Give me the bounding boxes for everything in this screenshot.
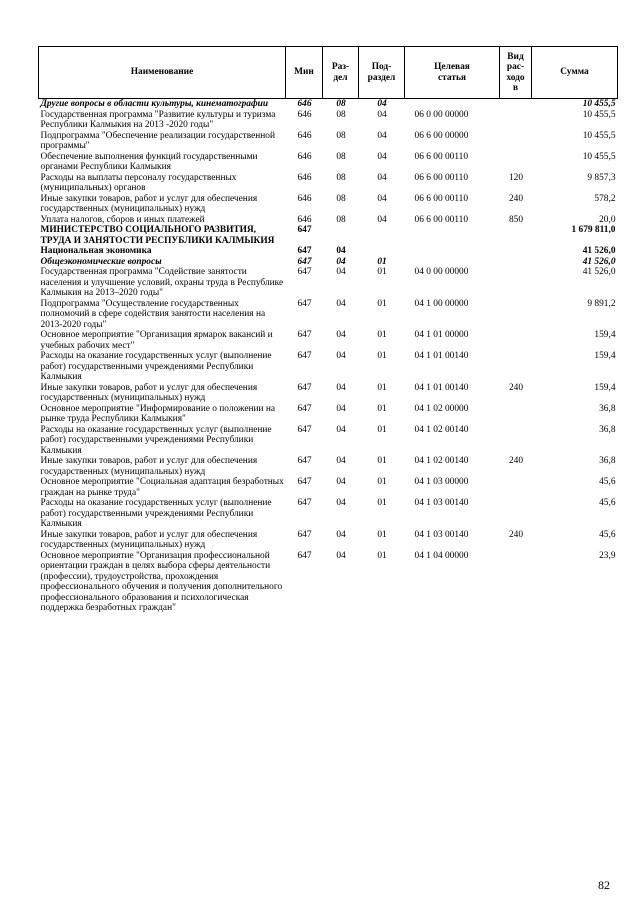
cell-razdel: 04: [336, 456, 346, 466]
table-row: [39, 131, 618, 152]
cell-razdel: 08: [336, 172, 346, 183]
cell-name: Обеспечение выполнения функций государственными органами Республики Калмыкия: [40, 151, 258, 172]
cell-min: 647: [297, 267, 312, 277]
cell-podrazdel: 04: [377, 99, 387, 109]
table-row: [39, 246, 618, 257]
cell-vid: [500, 257, 532, 268]
cell-podrazdel: 01: [377, 550, 387, 561]
cell-summa: 36,8: [599, 424, 616, 435]
cell-celevaya: 04 1 02 00140: [414, 424, 469, 435]
cell-min: 646: [297, 99, 312, 109]
cell-name: Основное мероприятие "Социальная адаптация безработных граждан на рынке труда": [40, 477, 284, 498]
cell-name: Иные закупки товаров, работ и услуг для обеспечения государственных (муниципальных) нужд: [40, 529, 258, 550]
cell-summa: 45,6: [599, 529, 616, 540]
cell-razdel: 08: [336, 130, 346, 141]
cell-celevaya: [405, 99, 500, 110]
cell-summa: 10 455,5: [582, 99, 616, 109]
cell-min: 646: [297, 109, 312, 120]
cell-podrazdel: 04: [377, 172, 387, 183]
cell-summa: 41 526,0: [582, 246, 616, 256]
table-row: [39, 456, 618, 477]
cell-summa: 159,4: [594, 351, 616, 361]
cell-podrazdel: 04: [377, 151, 387, 162]
cell-vid: [500, 246, 532, 257]
cell-celevaya: 06 6 00 00110: [414, 172, 469, 183]
cell-vid: [500, 299, 532, 331]
cell-summa: 36,8: [599, 403, 616, 414]
cell-razdel: 08: [336, 99, 346, 109]
cell-celevaya: 06 6 00 00000: [414, 130, 469, 141]
cell-vid: 240: [508, 456, 524, 466]
cell-razdel: 04: [336, 498, 346, 508]
cell-min: 646: [297, 193, 312, 204]
cell-vid: 240: [508, 382, 524, 393]
cell-min: 647: [297, 225, 312, 235]
cell-min: 647: [297, 256, 312, 267]
cell-min: 647: [297, 477, 312, 487]
cell-summa: 578,2: [594, 193, 616, 204]
cell-celevaya: 04 0 00 00000: [414, 267, 469, 277]
cell-podrazdel: 01: [377, 424, 387, 435]
cell-celevaya: 04 1 00 00000: [414, 298, 469, 309]
table-row: [39, 425, 618, 457]
cell-summa: 41 526,0: [582, 267, 616, 277]
cell-name: Подпрограмма "Обеспечение реализации государственной программы": [40, 130, 275, 151]
cell-min: 647: [297, 330, 312, 340]
table-row: [39, 498, 618, 530]
table-row: [39, 267, 618, 299]
table-row: [39, 404, 618, 425]
cell-min: 647: [297, 456, 312, 466]
cell-celevaya: 06 6 00 00110: [414, 193, 469, 204]
cell-min: 647: [297, 529, 312, 540]
cell-podrazdel: 04: [377, 193, 387, 204]
cell-vid: [500, 152, 532, 173]
cell-summa: 1 679 811,0: [571, 225, 616, 235]
cell-podrazdel: 01: [377, 498, 387, 508]
cell-razdel: 08: [336, 151, 346, 162]
cell-podrazdel: 01: [377, 403, 387, 414]
cell-celevaya: 04 1 01 00140: [414, 382, 469, 393]
cell-celevaya: 04 1 04 00000: [414, 550, 469, 561]
cell-podrazdel: 04: [377, 130, 387, 141]
table-row: [39, 383, 618, 404]
cell-vid: 240: [508, 529, 524, 540]
cell-razdel: 04: [336, 424, 346, 435]
cell-name: Иные закупки товаров, работ и услуг для обеспечения государственных (муниципальных) нужд: [40, 456, 258, 477]
cell-podrazdel: 01: [377, 267, 387, 277]
page-number: 82: [598, 878, 610, 892]
cell-vid: [500, 131, 532, 152]
cell-summa: 36,8: [599, 456, 616, 466]
cell-celevaya: 04 1 03 00000: [414, 477, 469, 487]
cell-vid: [500, 351, 532, 383]
table-row: [39, 99, 618, 110]
table-row: [39, 173, 618, 194]
cell-razdel: 04: [336, 382, 346, 393]
cell-razdel: 04: [336, 246, 346, 256]
cell-celevaya: 04 1 03 00140: [414, 498, 469, 508]
table-row: [39, 351, 618, 383]
cell-vid: [500, 330, 532, 351]
table-row: [39, 330, 618, 351]
cell-razdel: 08: [336, 109, 346, 120]
cell-vid: [500, 267, 532, 299]
cell-razdel: 08: [336, 214, 346, 225]
cell-razdel: 04: [336, 477, 346, 487]
cell-vid: 120: [508, 172, 524, 183]
cell-celevaya: 04 1 03 00140: [414, 529, 469, 540]
cell-name: Основное мероприятие "Информирование о положении на рынке труда Республики Калмыкия": [40, 403, 276, 424]
cell-summa: 159,4: [594, 330, 616, 340]
cell-summa: 20,0: [599, 214, 616, 225]
table-row: [39, 225, 618, 246]
cell-razdel: [323, 225, 359, 246]
cell-podrazdel: 04: [377, 214, 387, 225]
cell-podrazdel: 01: [377, 298, 387, 309]
cell-name: Иные закупки товаров, работ и услуг для обеспечения государственных (муниципальных) нужд: [40, 193, 258, 214]
table-row: [39, 477, 618, 498]
cell-vid: [500, 404, 532, 425]
cell-min: 646: [297, 214, 312, 225]
cell-vid: [500, 498, 532, 530]
cell-name: Государственная программа "Развитие культуры и туризма Республики Калмыкия на 2013 -2020 годы": [40, 109, 276, 130]
cell-summa: 9 857,3: [587, 172, 616, 183]
cell-celevaya: 04 1 02 00000: [414, 403, 469, 414]
cell-summa: 10 455,5: [582, 130, 616, 141]
cell-min: 647: [297, 298, 312, 309]
cell-min: 647: [297, 246, 312, 256]
cell-name: Государственная программа "Содействие занятости населения и улучшение условий, охраны труда в Республике Калмыкия на 2013–2020 годы": [40, 267, 284, 298]
cell-podrazdel: 01: [377, 256, 387, 267]
cell-vid: [500, 551, 532, 614]
cell-podrazdel: 01: [377, 382, 387, 393]
cell-podrazdel: 01: [377, 529, 387, 540]
header-razdel: Раз- дел: [323, 47, 359, 99]
header-podrazdel: Под- раздел: [359, 47, 405, 99]
cell-podrazdel: 01: [377, 330, 387, 340]
header-celevaya: Целевая статья: [405, 47, 500, 99]
cell-razdel: 04: [336, 550, 346, 561]
budget-table: [38, 46, 618, 614]
cell-celevaya: 04 1 02 00140: [414, 456, 469, 466]
cell-podrazdel: 01: [377, 456, 387, 466]
cell-min: 646: [297, 151, 312, 162]
cell-summa: 159,4: [594, 382, 616, 393]
cell-name: Расходы на оказание государственных услуг (выполнение работ) государственными учреждениями Республики Калмыкия: [40, 424, 272, 456]
header-summa: Сумма: [532, 47, 618, 99]
cell-celevaya: 06 6 00 00110: [414, 214, 469, 225]
cell-razdel: 04: [336, 330, 346, 340]
cell-vid: 240: [508, 193, 524, 204]
table-header: [39, 47, 618, 99]
cell-summa: 45,6: [599, 477, 616, 487]
cell-name: Подпрограмма "Осуществление государственных полномочий в сфере содействия занятости населения на 2013-2020 годы": [40, 298, 266, 330]
cell-razdel: 04: [336, 351, 346, 361]
cell-razdel: 04: [336, 403, 346, 414]
document-page: [38, 46, 617, 614]
cell-name: Расходы на оказание государственных услуг (выполнение работ) государственными учреждениями Республики Калмыкия: [40, 351, 272, 382]
cell-summa: 41 526,0: [582, 256, 616, 267]
cell-min: 647: [297, 403, 312, 414]
cell-podrazdel: 01: [377, 477, 387, 487]
cell-name: Основное мероприятие "Организация ярмарок вакансий и учебных рабочих мест": [40, 330, 273, 351]
cell-celevaya: [405, 257, 500, 268]
header-min: Мин: [286, 47, 323, 99]
cell-vid: [500, 99, 532, 110]
cell-vid: [500, 477, 532, 498]
table-row: [39, 152, 618, 173]
cell-summa: 10 455,5: [582, 109, 616, 120]
cell-celevaya: 04 1 01 00140: [414, 351, 469, 361]
cell-razdel: 08: [336, 193, 346, 204]
cell-vid: [500, 110, 532, 131]
cell-name: Национальная экономика: [40, 246, 152, 256]
cell-summa: 23,9: [599, 550, 616, 561]
cell-name: Другие вопросы в области культуры, кинематографии: [40, 99, 269, 109]
cell-name: МИНИСТЕРСТВО СОЦИАЛЬНОГО РАЗВИТИЯ, ТРУДА И ЗАНЯТОСТИ РЕСПУБЛИКИ КАЛМЫКИЯ: [40, 225, 275, 246]
table-row: [39, 194, 618, 215]
cell-razdel: 04: [336, 298, 346, 309]
cell-summa: 9 891,2: [587, 298, 616, 309]
cell-podrazdel: [359, 225, 405, 246]
cell-min: 646: [297, 130, 312, 141]
cell-celevaya: [405, 225, 500, 246]
cell-min: 646: [297, 172, 312, 183]
cell-razdel: 04: [336, 267, 346, 277]
cell-vid: [500, 225, 532, 246]
cell-razdel: 04: [336, 529, 346, 540]
cell-name: Общеэкономические вопросы: [40, 256, 162, 267]
table-row: [39, 110, 618, 131]
cell-min: 647: [297, 382, 312, 393]
cell-podrazdel: [359, 246, 405, 257]
cell-summa: 10 455,5: [582, 151, 616, 162]
cell-name: Иные закупки товаров, работ и услуг для обеспечения государственных (муниципальных) нужд: [40, 382, 258, 403]
cell-vid: [500, 425, 532, 457]
table-row: [39, 215, 618, 226]
cell-name: Расходы на оказание государственных услуг (выполнение работ) государственными учреждениями Республики Калмыкия: [40, 498, 272, 529]
cell-podrazdel: 04: [377, 109, 387, 120]
cell-celevaya: 06 0 00 00000: [414, 109, 469, 120]
cell-min: 647: [297, 424, 312, 435]
header-name: Наименование: [39, 47, 286, 99]
table-row: [39, 530, 618, 551]
cell-razdel: 04: [336, 256, 346, 267]
cell-podrazdel: 01: [377, 351, 387, 361]
table-row: [39, 299, 618, 331]
cell-celevaya: 06 6 00 00110: [414, 151, 469, 162]
cell-celevaya: 04 1 01 00000: [414, 330, 469, 340]
cell-vid: 850: [508, 214, 524, 225]
cell-summa: 45,6: [599, 498, 616, 508]
header-vid: Вид рас- ходо в: [500, 47, 532, 99]
cell-celevaya: [405, 246, 500, 257]
cell-min: 647: [297, 550, 312, 561]
table-row: [39, 257, 618, 268]
cell-min: 647: [297, 351, 312, 361]
cell-min: 647: [297, 498, 312, 508]
table-row: [39, 551, 618, 614]
cell-name: Уплата налогов, сборов и иных платежей: [40, 214, 205, 225]
cell-name: Расходы на выплаты персоналу государственных (муниципальных) органов: [40, 172, 237, 193]
table-body: [39, 99, 618, 614]
cell-name: Основное мероприятие "Организация профессиональной ориентации граждан в целях выбора сферы деятельности (профессии), трудоустройства, прохождения профессионального обучения и получения дополнительного профессионального образования и психологическая поддержка безработных граждан": [40, 550, 283, 613]
